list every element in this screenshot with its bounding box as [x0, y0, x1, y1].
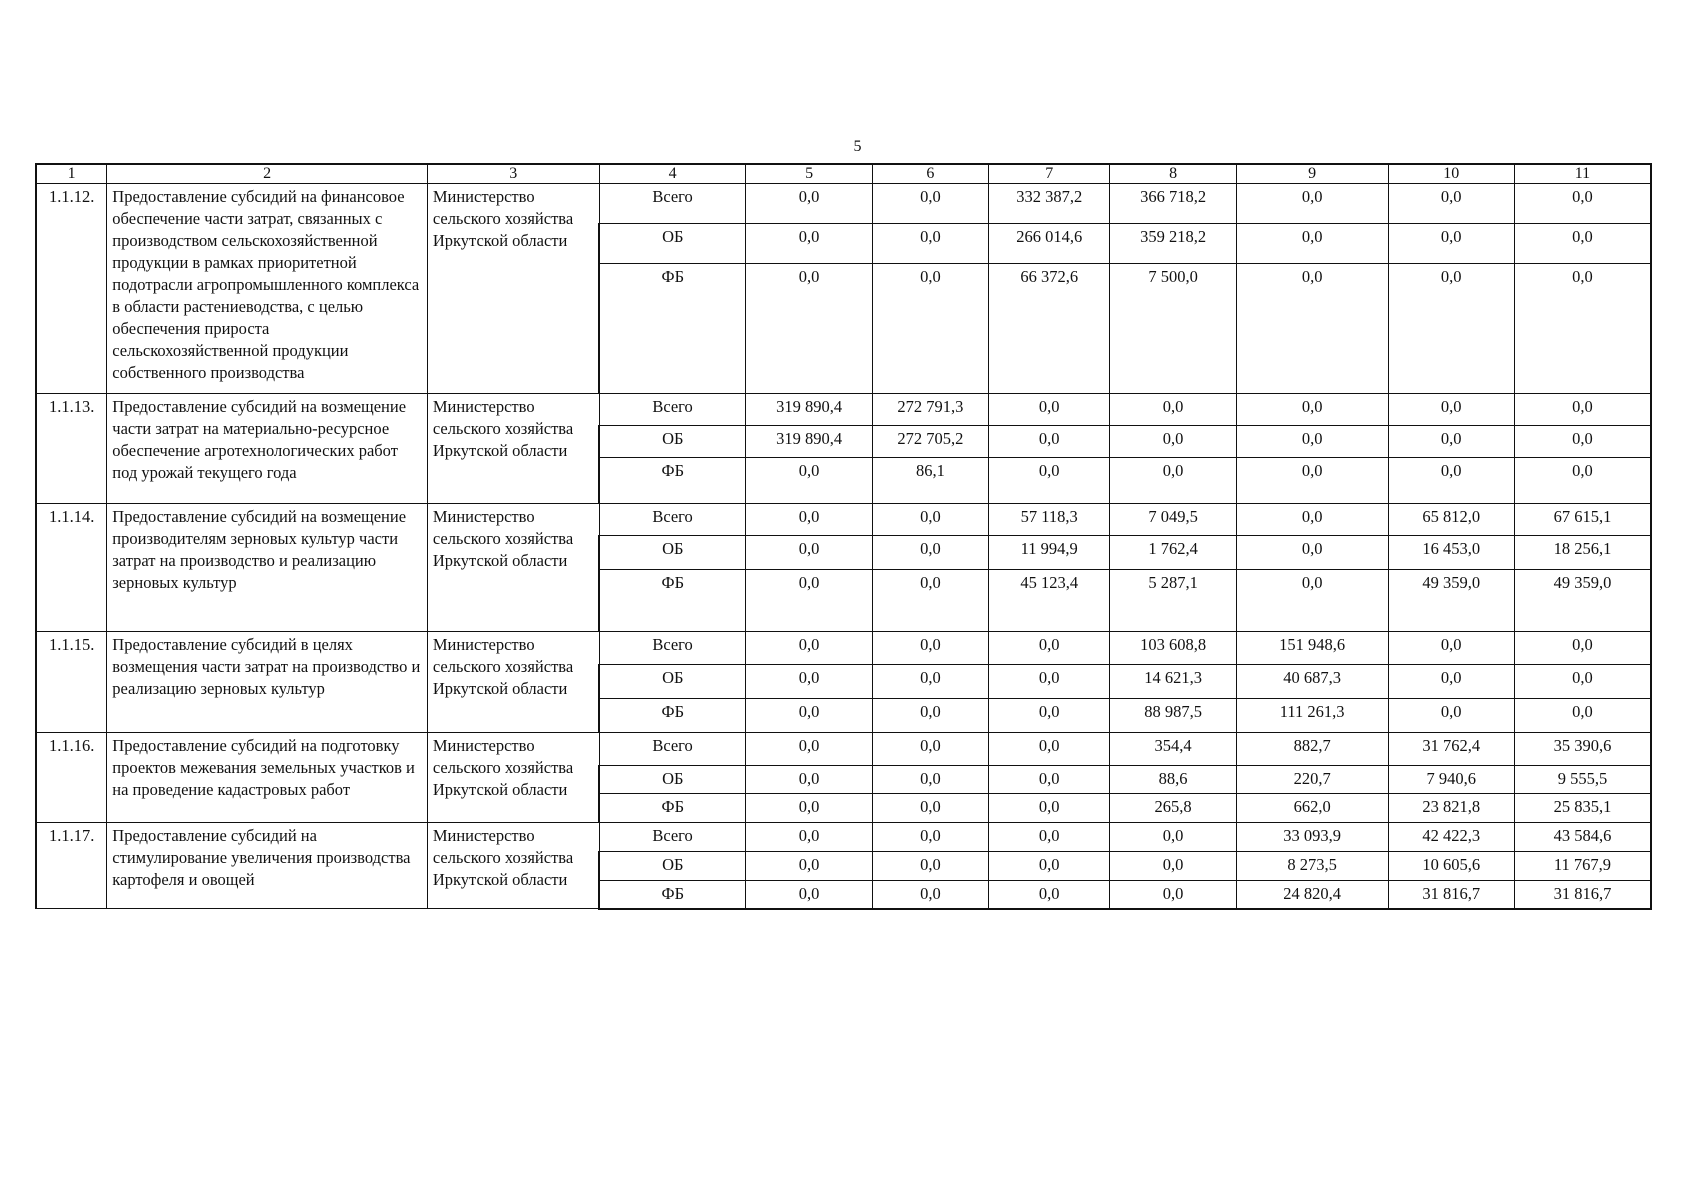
measure-name: Предоставление субсидий на финансовое обеспечение части затрат, связанных с производством сельскохозяйственной продукции в рамках приоритетной подотрасли агропромышленного комплекса в области растениеводства, с целью обеспечения прироста сельскохозяйственной продукции собственного производства	[107, 184, 428, 394]
amount-cell: 359 218,2	[1110, 224, 1236, 264]
measure-code: 1.1.15.	[36, 632, 107, 733]
amount-cell: 1 762,4	[1110, 536, 1236, 570]
table-row	[36, 394, 1651, 426]
amount-cell: 31 816,7	[1514, 881, 1651, 909]
amount-cell: 0,0	[872, 766, 988, 794]
funding-source: ОБ	[599, 536, 746, 570]
amount-cell: 0,0	[746, 536, 872, 570]
amount-cell: 0,0	[1236, 536, 1388, 570]
measure-code: 1.1.13.	[36, 394, 107, 504]
amount-cell: 0,0	[989, 794, 1110, 823]
amount-cell: 0,0	[746, 733, 872, 766]
amount-cell: 0,0	[989, 632, 1110, 665]
amount-cell: 272 705,2	[872, 426, 988, 458]
amount-cell: 65 812,0	[1388, 504, 1514, 536]
amount-cell: 0,0	[1110, 881, 1236, 909]
amount-cell: 11 767,9	[1514, 852, 1651, 881]
measure-code: 1.1.12.	[36, 184, 107, 394]
column-number: 1	[36, 164, 107, 184]
amount-cell: 0,0	[1236, 184, 1388, 224]
amount-cell: 66 372,6	[989, 264, 1110, 394]
amount-cell: 0,0	[1388, 184, 1514, 224]
funding-source: Всего	[599, 394, 746, 426]
amount-cell: 0,0	[989, 852, 1110, 881]
amount-cell: 0,0	[746, 852, 872, 881]
amount-cell: 0,0	[1110, 394, 1236, 426]
column-number: 11	[1514, 164, 1651, 184]
amount-cell: 0,0	[989, 699, 1110, 733]
amount-cell: 0,0	[746, 184, 872, 224]
funding-source: ОБ	[599, 665, 746, 699]
amount-cell: 0,0	[1236, 224, 1388, 264]
table-row	[36, 632, 1651, 665]
measure-name: Предоставление субсидий в целях возмещения части затрат на производство и реализацию зерновых культур	[107, 632, 428, 733]
amount-cell: 111 261,3	[1236, 699, 1388, 733]
column-number: 3	[427, 164, 599, 184]
amount-cell: 0,0	[989, 426, 1110, 458]
amount-cell: 0,0	[1388, 632, 1514, 665]
amount-cell: 0,0	[872, 794, 988, 823]
amount-cell: 0,0	[872, 570, 988, 632]
column-number: 7	[989, 164, 1110, 184]
amount-cell: 0,0	[1514, 665, 1651, 699]
amount-cell: 31 762,4	[1388, 733, 1514, 766]
table-row	[36, 504, 1651, 536]
amount-cell: 10 605,6	[1388, 852, 1514, 881]
amount-cell: 0,0	[1514, 264, 1651, 394]
amount-cell: 0,0	[746, 766, 872, 794]
amount-cell: 0,0	[872, 504, 988, 536]
amount-cell: 319 890,4	[746, 394, 872, 426]
funding-source: Всего	[599, 823, 746, 852]
amount-cell: 0,0	[989, 823, 1110, 852]
amount-cell: 23 821,8	[1388, 794, 1514, 823]
amount-cell: 0,0	[746, 264, 872, 394]
column-number: 4	[599, 164, 746, 184]
funding-source: ФБ	[599, 699, 746, 733]
amount-cell: 0,0	[872, 823, 988, 852]
amount-cell: 0,0	[872, 536, 988, 570]
amount-cell: 0,0	[1514, 224, 1651, 264]
amount-cell: 49 359,0	[1514, 570, 1651, 632]
amount-cell: 0,0	[1388, 665, 1514, 699]
responsible-executor: Министерство сельского хозяйства Иркутской области	[427, 394, 599, 504]
funding-source: Всего	[599, 632, 746, 665]
amount-cell: 88,6	[1110, 766, 1236, 794]
amount-cell: 332 387,2	[989, 184, 1110, 224]
amount-cell: 0,0	[1110, 458, 1236, 504]
funding-source: Всего	[599, 504, 746, 536]
measure-code: 1.1.14.	[36, 504, 107, 632]
amount-cell: 0,0	[1110, 823, 1236, 852]
amount-cell: 0,0	[1388, 394, 1514, 426]
amount-cell: 103 608,8	[1110, 632, 1236, 665]
amount-cell: 0,0	[872, 184, 988, 224]
amount-cell: 266 014,6	[989, 224, 1110, 264]
amount-cell: 14 621,3	[1110, 665, 1236, 699]
amount-cell: 0,0	[746, 632, 872, 665]
amount-cell: 7 940,6	[1388, 766, 1514, 794]
amount-cell: 0,0	[746, 458, 872, 504]
page-number: 5	[853, 138, 862, 155]
budget-table	[35, 163, 1652, 910]
amount-cell: 8 273,5	[1236, 852, 1388, 881]
amount-cell: 45 123,4	[989, 570, 1110, 632]
amount-cell: 0,0	[746, 504, 872, 536]
amount-cell: 0,0	[1388, 426, 1514, 458]
amount-cell: 5 287,1	[1110, 570, 1236, 632]
column-number: 8	[1110, 164, 1236, 184]
funding-source: Всего	[599, 733, 746, 766]
measure-name: Предоставление субсидий на подготовку проектов межевания земельных участков и на проведение кадастровых работ	[107, 733, 428, 823]
amount-cell: 0,0	[1236, 394, 1388, 426]
amount-cell: 24 820,4	[1236, 881, 1388, 909]
responsible-executor: Министерство сельского хозяйства Иркутской области	[427, 632, 599, 733]
measure-name: Предоставление субсидий на возмещение производителям зерновых культур части затрат на производство и реализацию зерновых культур	[107, 504, 428, 632]
funding-source: ОБ	[599, 224, 746, 264]
table-row	[36, 733, 1651, 766]
amount-cell: 272 791,3	[872, 394, 988, 426]
funding-source: ОБ	[599, 852, 746, 881]
amount-cell: 43 584,6	[1514, 823, 1651, 852]
amount-cell: 0,0	[746, 665, 872, 699]
amount-cell: 882,7	[1236, 733, 1388, 766]
amount-cell: 354,4	[1110, 733, 1236, 766]
amount-cell: 319 890,4	[746, 426, 872, 458]
responsible-executor: Министерство сельского хозяйства Иркутской области	[427, 504, 599, 632]
amount-cell: 7 500,0	[1110, 264, 1236, 394]
amount-cell: 25 835,1	[1514, 794, 1651, 823]
amount-cell: 16 453,0	[1388, 536, 1514, 570]
amount-cell: 0,0	[1514, 394, 1651, 426]
measure-name: Предоставление субсидий на возмещение части затрат на материально-ресурсное обеспечение агротехнологических работ под урожай текущего года	[107, 394, 428, 504]
amount-cell: 67 615,1	[1514, 504, 1651, 536]
amount-cell: 18 256,1	[1514, 536, 1651, 570]
amount-cell: 86,1	[872, 458, 988, 504]
column-number: 2	[107, 164, 428, 184]
amount-cell: 7 049,5	[1110, 504, 1236, 536]
amount-cell: 57 118,3	[989, 504, 1110, 536]
amount-cell: 0,0	[1388, 458, 1514, 504]
amount-cell: 0,0	[872, 733, 988, 766]
amount-cell: 9 555,5	[1514, 766, 1651, 794]
amount-cell: 33 093,9	[1236, 823, 1388, 852]
amount-cell: 0,0	[872, 665, 988, 699]
amount-cell: 0,0	[989, 458, 1110, 504]
amount-cell: 49 359,0	[1388, 570, 1514, 632]
amount-cell: 0,0	[746, 794, 872, 823]
amount-cell: 0,0	[1110, 426, 1236, 458]
amount-cell: 0,0	[989, 881, 1110, 909]
amount-cell: 0,0	[872, 632, 988, 665]
responsible-executor: Министерство сельского хозяйства Иркутской области	[427, 823, 599, 909]
amount-cell: 0,0	[872, 699, 988, 733]
amount-cell: 0,0	[989, 733, 1110, 766]
measure-code: 1.1.17.	[36, 823, 107, 909]
column-number: 5	[746, 164, 872, 184]
funding-source: ФБ	[599, 264, 746, 394]
amount-cell: 151 948,6	[1236, 632, 1388, 665]
amount-cell: 0,0	[1236, 504, 1388, 536]
amount-cell: 0,0	[989, 766, 1110, 794]
responsible-executor: Министерство сельского хозяйства Иркутской области	[427, 733, 599, 823]
amount-cell: 0,0	[1110, 852, 1236, 881]
amount-cell: 0,0	[746, 224, 872, 264]
amount-cell: 0,0	[872, 264, 988, 394]
amount-cell: 11 994,9	[989, 536, 1110, 570]
table-body	[36, 164, 1651, 909]
amount-cell: 0,0	[1388, 224, 1514, 264]
amount-cell: 0,0	[1514, 632, 1651, 665]
amount-cell: 0,0	[872, 881, 988, 909]
funding-source: ОБ	[599, 766, 746, 794]
column-number: 9	[1236, 164, 1388, 184]
amount-cell: 662,0	[1236, 794, 1388, 823]
amount-cell: 0,0	[1388, 264, 1514, 394]
measure-name: Предоставление субсидий на стимулирование увеличения производства картофеля и овощей	[107, 823, 428, 909]
funding-source: ФБ	[599, 881, 746, 909]
amount-cell: 31 816,7	[1388, 881, 1514, 909]
funding-source: ФБ	[599, 794, 746, 823]
amount-cell: 0,0	[1514, 699, 1651, 733]
amount-cell: 0,0	[746, 823, 872, 852]
measure-code: 1.1.16.	[36, 733, 107, 823]
amount-cell: 0,0	[1514, 184, 1651, 224]
amount-cell: 0,0	[1236, 570, 1388, 632]
amount-cell: 88 987,5	[1110, 699, 1236, 733]
amount-cell: 0,0	[1514, 426, 1651, 458]
amount-cell: 0,0	[872, 852, 988, 881]
amount-cell: 0,0	[1388, 699, 1514, 733]
amount-cell: 0,0	[1236, 426, 1388, 458]
amount-cell: 0,0	[1236, 264, 1388, 394]
amount-cell: 0,0	[1236, 458, 1388, 504]
amount-cell: 0,0	[746, 881, 872, 909]
amount-cell: 0,0	[746, 699, 872, 733]
column-number-row	[36, 164, 1651, 184]
funding-source: ФБ	[599, 570, 746, 632]
amount-cell: 35 390,6	[1514, 733, 1651, 766]
table-row	[36, 823, 1651, 852]
amount-cell: 0,0	[746, 570, 872, 632]
responsible-executor: Министерство сельского хозяйства Иркутской области	[427, 184, 599, 394]
column-number: 6	[872, 164, 988, 184]
table-row	[36, 184, 1651, 224]
amount-cell: 265,8	[1110, 794, 1236, 823]
column-number: 10	[1388, 164, 1514, 184]
amount-cell: 220,7	[1236, 766, 1388, 794]
funding-source: ОБ	[599, 426, 746, 458]
funding-source: Всего	[599, 184, 746, 224]
amount-cell: 40 687,3	[1236, 665, 1388, 699]
amount-cell: 0,0	[1514, 458, 1651, 504]
amount-cell: 0,0	[989, 394, 1110, 426]
amount-cell: 0,0	[872, 224, 988, 264]
funding-source: ФБ	[599, 458, 746, 504]
amount-cell: 366 718,2	[1110, 184, 1236, 224]
amount-cell: 42 422,3	[1388, 823, 1514, 852]
amount-cell: 0,0	[989, 665, 1110, 699]
